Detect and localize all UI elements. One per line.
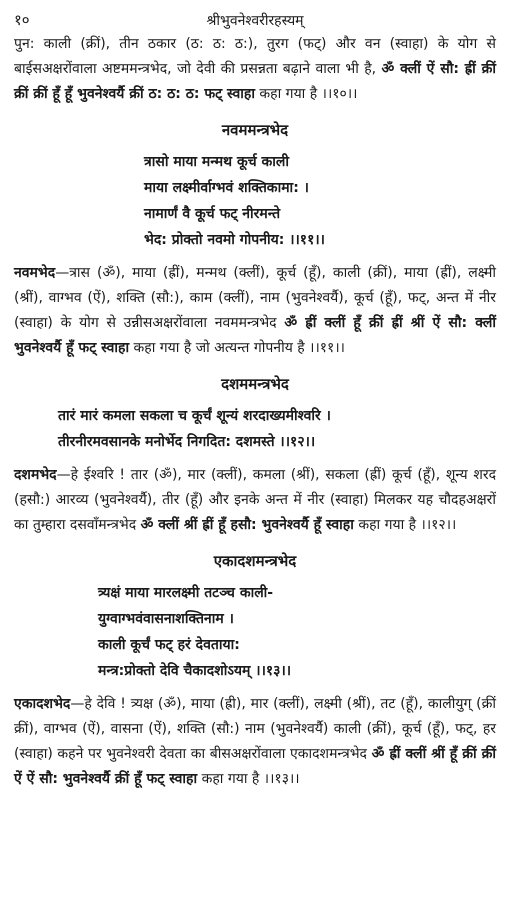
verse-line: काली कूर्चं फट् हरं देवताया: [98,637,240,653]
commentary-label: दशमभेद [14,467,57,483]
commentary-label: नवमभेद [14,265,56,281]
running-title: श्रीभुवनेश्वरीरहस्यम् [206,13,304,29]
intro-paragraph [14,32,496,107]
verse-line: त्र्यक्षं माया मारलक्ष्मी तटञ्च काली- [98,585,274,601]
verse-line: त्रासो माया मन्मथ कूर्च काली [144,154,289,170]
commentary-text: —हे देवि ! त्र्यक्ष (ॐ), माया (ह्री), मार (क्लीं), लक्ष्मी (श्रीं), तट (हूँ), कालीयुग् (क्रीं क्रीं), वाग्भव (ऐं), वासना (ऐं), शक्ति (सौ:) नाम (भुवनेश्वर्यै) काली (क्रीं), कूर्च (हूँ), फट्, हर (स्वाहा) कहने पर भुवनेश्वरी देवता का बीसअक्षरोंवाला एकादशमन्त्रभेद [14,696,496,762]
verse-line: माया लक्ष्मीर्वाग्भवं शक्तिकामा: । [144,180,309,196]
verse-line: तीरनीरमवसानके मनोर्भेद निगदित: दशमस्ते ।।१२।। [58,434,316,450]
commentary-navam [14,261,496,361]
commentary-tail: कहा गया है ।।१३।। [201,771,300,787]
section-heading-dasham: दशममन्त्रभेद [221,375,289,393]
verse-line: तारं मारं कमला सकला च कूर्चं शून्यं शरदाख्यमीश्वरि । [58,408,331,424]
intro-text: पुन: काली (क्रीं), तीन ठकार (ठ: ठ: ठ:), तुरग (फट्) और वन (स्वाहा) के योग से बाईसअक्षरोंवाला अष्टममन्त्रभेद, जो देवी की प्रसन्नता बढ़ाने वाला भी है, [14,36,496,77]
commentary-text: —हे ईश्वरि ! तार (ॐ), मार (क्लीं), कमला (श्रीं), सकला (ह्रीं) कूर्च (हूँ), शून्य शरद (हसौ:) आरव्य (भुवनेश्वर्यै), तीर (हूँ) और इनके अन्त में नीर (स्वाहा) मिलकर यह चौदहअक्षरों का तुम्हारा दसवाँमन्त्रभेद [14,467,496,533]
commentary-ekadash [14,692,496,792]
verse-line: मन्त्र:प्रोक्तो देवि चैकादशोऽयम् ।।१३।। [98,663,292,679]
verse-line: भेद: प्रोक्तो नवमो गोपनीय: ।।११।। [144,232,325,248]
page-header [14,10,496,32]
commentary-label: एकादशभेद [14,696,71,712]
mantra-text: ॐ ह्रीं क्लीं हूँ क्रीं ह्रीं श्रीं ऐं सौ: क्लीं भुवनेश्वर्यै हूँ फट् स्वाहा [14,315,497,356]
section-heading-navam: नवममन्त्रभेद [221,121,289,139]
verse-ekadash [14,580,496,684]
verse-line: नामार्णं वै कूर्च फट् नीरमन्ते [144,206,281,222]
intro-mantra: ॐ क्लीं ऐं सौ: ह्रीं क्रीं क्रीं क्रीं हूँ हूँ भुवनेश्वर्यै क्रीं ठ: ठ: ठ: फट् स्वाहा [14,61,496,102]
mantra-text: ॐ क्लीं श्रीं ह्रीं हूँ हसौ: भुवनेश्वर्यै हूँ स्वाहा [140,517,354,533]
verse-line: युग्वाग्भवंवासनाशक्तिनाम । [98,611,234,627]
commentary-text: —त्रास (ॐ), माया (ह्रीं), मन्मथ (क्लीं), कूर्च (हूँ), काली (क्रीं), माया (ह्रीं), लक्ष्मी (श्रीं), वाग्भव (ऐं), शक्ति (सौ:), काम (क्लीं), नाम (भुवनेश्वर्यै), कूर्च (हूँ), फट्, अन्त में नीर (स्वाहा) के योग से उन्नीसअक्षरोंवाला नवममन्त्रभेद [14,265,496,331]
commentary-tail: कहा गया है जो अत्यन्त गोपनीय है ।।११।। [133,340,345,356]
commentary-tail: कहा गया है ।।१२।। [358,517,457,533]
page-number: १० [14,11,30,29]
verse-dasham [14,403,496,455]
section-heading-ekadash: एकादशमन्त्रभेद [213,552,297,570]
verse-navam [14,149,496,253]
commentary-dasham [14,463,496,538]
mantra-text: ॐ ह्रीं क्लीं श्रीं हूँ क्रीं क्रीं ऐं ऐं सौ: भुवनेश्वर्यै क्रीं हूँ फट् स्वाहा [14,746,496,787]
intro-tail: कहा गया है ।।१०।। [259,86,358,102]
